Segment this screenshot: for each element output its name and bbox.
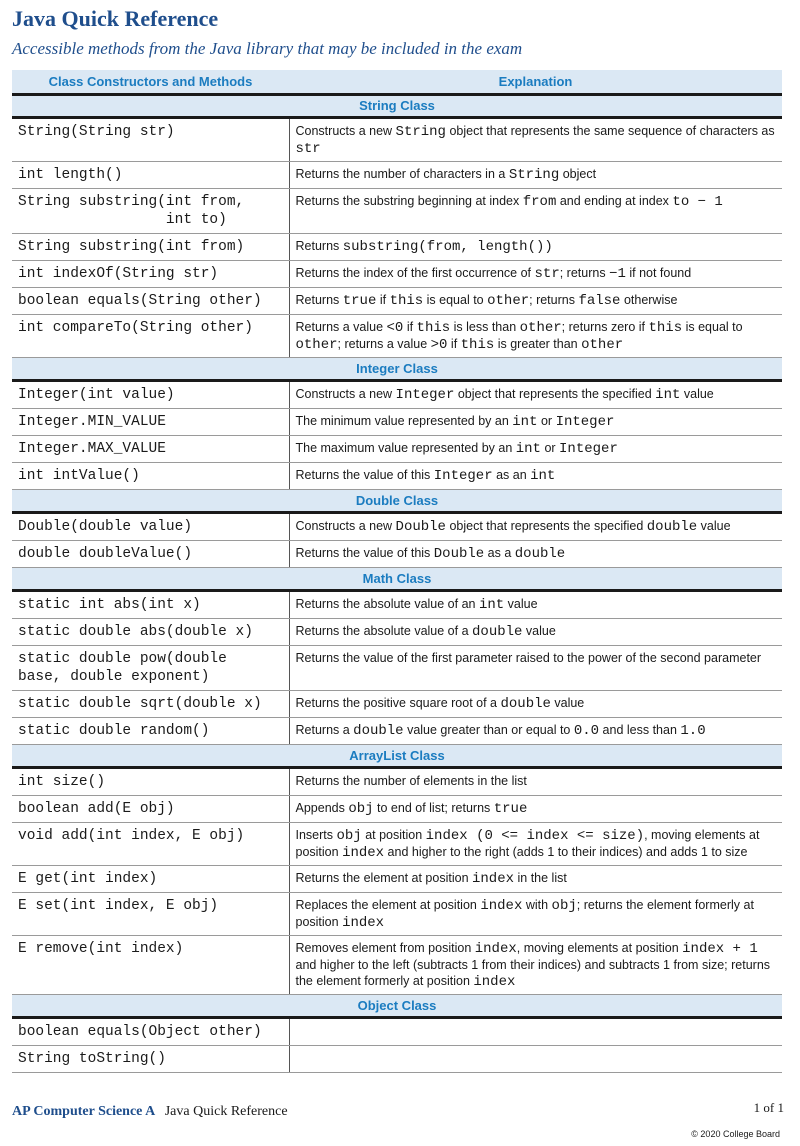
inline-code: index	[474, 940, 517, 957]
section-title: Double Class	[12, 489, 782, 512]
method-signature: E set(int index, E obj)	[12, 892, 289, 935]
method-explanation	[289, 1017, 782, 1045]
footer-course-label	[12, 1104, 288, 1120]
inline-code: this	[389, 292, 424, 309]
section-header-row	[12, 489, 782, 512]
inline-code: obj	[348, 800, 374, 817]
method-explanation: Returns the value of this Integer as an int	[289, 462, 782, 489]
method-signature: int compareTo(String other)	[12, 314, 289, 357]
method-signature: int intValue()	[12, 462, 289, 489]
inline-code: Double	[433, 545, 485, 562]
inline-code: String	[395, 123, 446, 140]
inline-code: double	[472, 623, 523, 640]
inline-code: Integer	[559, 440, 618, 457]
table-row	[12, 188, 782, 233]
inline-code: index	[342, 914, 385, 931]
inline-code: other	[581, 336, 624, 353]
table-row	[12, 287, 782, 314]
method-signature: static double abs(double x)	[12, 618, 289, 645]
method-explanation: Constructs a new Double object that represents the specified double value	[289, 512, 782, 540]
inline-code: index	[342, 844, 385, 861]
method-explanation: The maximum value represented by an int or Integer	[289, 435, 782, 462]
inline-code: obj	[551, 897, 577, 914]
footer-course: AP Computer Science A	[12, 1104, 156, 1119]
method-explanation: Returns the value of this Double as a double	[289, 540, 782, 567]
method-explanation: Returns substring(from, length())	[289, 233, 782, 260]
section-title: Object Class	[12, 994, 782, 1017]
table-row	[12, 590, 782, 618]
section-header-row	[12, 744, 782, 767]
method-signature: static double sqrt(double x)	[12, 690, 289, 717]
method-explanation: Constructs a new Integer object that represents the specified int value	[289, 380, 782, 408]
method-signature: static double random()	[12, 717, 289, 744]
inline-code: >0	[430, 336, 448, 353]
inline-code: to − 1	[672, 193, 723, 210]
method-explanation: Constructs a new String object that represents the same sequence of characters as str	[289, 117, 782, 161]
table-row	[12, 865, 782, 892]
inline-code: int	[512, 413, 538, 430]
table-row	[12, 117, 782, 161]
method-explanation: Returns the number of characters in a String object	[289, 161, 782, 188]
table-row	[12, 717, 782, 744]
method-signature: Integer(int value)	[12, 380, 289, 408]
method-signature: E get(int index)	[12, 865, 289, 892]
inline-code: double	[514, 545, 566, 562]
copyright: © 2020 College Board	[691, 1129, 780, 1139]
page-number: 1 of 1	[753, 1100, 784, 1115]
inline-code: −1	[609, 265, 626, 282]
method-signature: int indexOf(String str)	[12, 260, 289, 287]
method-explanation: Returns the number of elements in the list	[289, 767, 782, 795]
table-row	[12, 380, 782, 408]
column-header-methods: Class Constructors and Methods	[12, 70, 289, 94]
inline-code: int	[530, 467, 556, 484]
method-signature: String substring(int from, int to)	[12, 188, 289, 233]
method-explanation: Returns a value <0 if this is less than other; returns zero if this is equal to other; returns a value >0 if this is greater than other	[289, 314, 782, 357]
table-row	[12, 408, 782, 435]
inline-code: Integer	[555, 413, 615, 430]
inline-code: other	[487, 292, 530, 309]
method-explanation	[289, 1045, 782, 1072]
table-row	[12, 618, 782, 645]
inline-code: index + 1	[682, 940, 758, 957]
inline-code: index (0 <= index <= size)	[425, 827, 645, 844]
inline-code: true	[342, 292, 377, 309]
method-signature: void add(int index, E obj)	[12, 822, 289, 865]
table-row	[12, 462, 782, 489]
method-signature: boolean add(E obj)	[12, 795, 289, 822]
method-signature: boolean equals(String other)	[12, 287, 289, 314]
section-title: String Class	[12, 94, 782, 117]
inline-code: double	[646, 518, 698, 535]
table-row	[12, 892, 782, 935]
method-signature: E remove(int index)	[12, 935, 289, 994]
inline-code: Integer	[395, 386, 455, 403]
method-signature: int length()	[12, 161, 289, 188]
table-row	[12, 767, 782, 795]
table-row	[12, 314, 782, 357]
table-row	[12, 161, 782, 188]
method-explanation: Appends obj to end of list; returns true	[289, 795, 782, 822]
table-row	[12, 690, 782, 717]
table-row	[12, 233, 782, 260]
method-explanation: Returns true if this is equal to other; returns false otherwise	[289, 287, 782, 314]
method-explanation: Replaces the element at position index with obj; returns the element formerly at position index	[289, 892, 782, 935]
column-header-explanation: Explanation	[289, 70, 782, 94]
inline-code: from	[522, 193, 557, 210]
table-row	[12, 822, 782, 865]
inline-code: false	[578, 292, 621, 309]
inline-code: int	[515, 440, 541, 457]
inline-code: int	[655, 386, 681, 403]
table-row	[12, 1017, 782, 1045]
page-title: Java Quick Reference	[12, 6, 219, 31]
method-signature: int size()	[12, 767, 289, 795]
method-explanation: Returns a double value greater than or equal to 0.0 and less than 1.0	[289, 717, 782, 744]
method-explanation: Inserts obj at position index (0 <= index <= size), moving elements at position index and higher to the right (adds 1 to their indices) and adds 1 to size	[289, 822, 782, 865]
section-header-row	[12, 357, 782, 380]
method-explanation: Returns the element at position index in the list	[289, 865, 782, 892]
section-title: ArrayList Class	[12, 744, 782, 767]
method-signature: static double pow(double base, double exponent)	[12, 645, 289, 690]
inline-code: 0.0	[573, 722, 600, 739]
method-explanation: Returns the index of the first occurrence of str; returns −1 if not found	[289, 260, 782, 287]
table-row	[12, 1045, 782, 1072]
method-signature: Double(double value)	[12, 512, 289, 540]
method-explanation: Returns the absolute value of a double value	[289, 618, 782, 645]
method-signature: String toString()	[12, 1045, 289, 1072]
inline-code: this	[648, 319, 683, 336]
inline-code: obj	[336, 827, 362, 844]
method-signature: Integer.MIN_VALUE	[12, 408, 289, 435]
inline-code: double	[500, 695, 551, 712]
section-header-row	[12, 94, 782, 117]
table-row	[12, 260, 782, 287]
inline-code: other	[519, 319, 562, 336]
method-explanation: Returns the absolute value of an int value	[289, 590, 782, 618]
method-signature: static int abs(int x)	[12, 590, 289, 618]
table-row	[12, 512, 782, 540]
method-signature: String(String str)	[12, 117, 289, 161]
inline-code: int	[478, 596, 505, 613]
inline-code: index	[473, 973, 516, 990]
inline-code: Double	[395, 518, 446, 535]
inline-code: substring(from, length())	[342, 238, 553, 255]
inline-code: 1.0	[680, 722, 706, 739]
reference-table	[12, 70, 782, 1073]
method-signature: boolean equals(Object other)	[12, 1017, 289, 1045]
method-explanation: Returns the value of the first parameter raised to the power of the second parameter	[289, 645, 782, 690]
method-signature: Integer.MAX_VALUE	[12, 435, 289, 462]
section-title: Integer Class	[12, 357, 782, 380]
inline-code: str	[534, 265, 560, 282]
inline-code: <0	[386, 319, 404, 336]
method-explanation: Returns the substring beginning at index from and ending at index to − 1	[289, 188, 782, 233]
inline-code: other	[295, 336, 338, 353]
reference-table-body	[12, 94, 782, 1072]
method-signature: String substring(int from)	[12, 233, 289, 260]
section-header-row	[12, 994, 782, 1017]
method-signature: double doubleValue()	[12, 540, 289, 567]
inline-code: this	[460, 336, 495, 353]
section-header-row	[12, 567, 782, 590]
table-row	[12, 795, 782, 822]
table-row	[12, 935, 782, 994]
inline-code: index	[472, 870, 515, 887]
inline-code: double	[353, 722, 404, 739]
inline-code: String	[508, 166, 560, 183]
method-explanation: Removes element from position index, moving elements at position index + 1 and higher to the left (subtracts 1 from their indices) and subtracts 1 from size; returns the element formerly at position index	[289, 935, 782, 994]
footer-doc-name: Java Quick Reference	[164, 1104, 288, 1119]
page-subtitle: Accessible methods from the Java library that may be included in the exam	[12, 39, 523, 58]
table-row	[12, 435, 782, 462]
inline-code: true	[493, 800, 528, 817]
inline-code: str	[295, 140, 321, 157]
method-explanation: The minimum value represented by an int or Integer	[289, 408, 782, 435]
inline-code: index	[480, 897, 523, 914]
inline-code: this	[416, 319, 451, 336]
method-explanation: Returns the positive square root of a double value	[289, 690, 782, 717]
table-row	[12, 645, 782, 690]
section-title: Math Class	[12, 567, 782, 590]
table-row	[12, 540, 782, 567]
inline-code: Integer	[433, 467, 493, 484]
